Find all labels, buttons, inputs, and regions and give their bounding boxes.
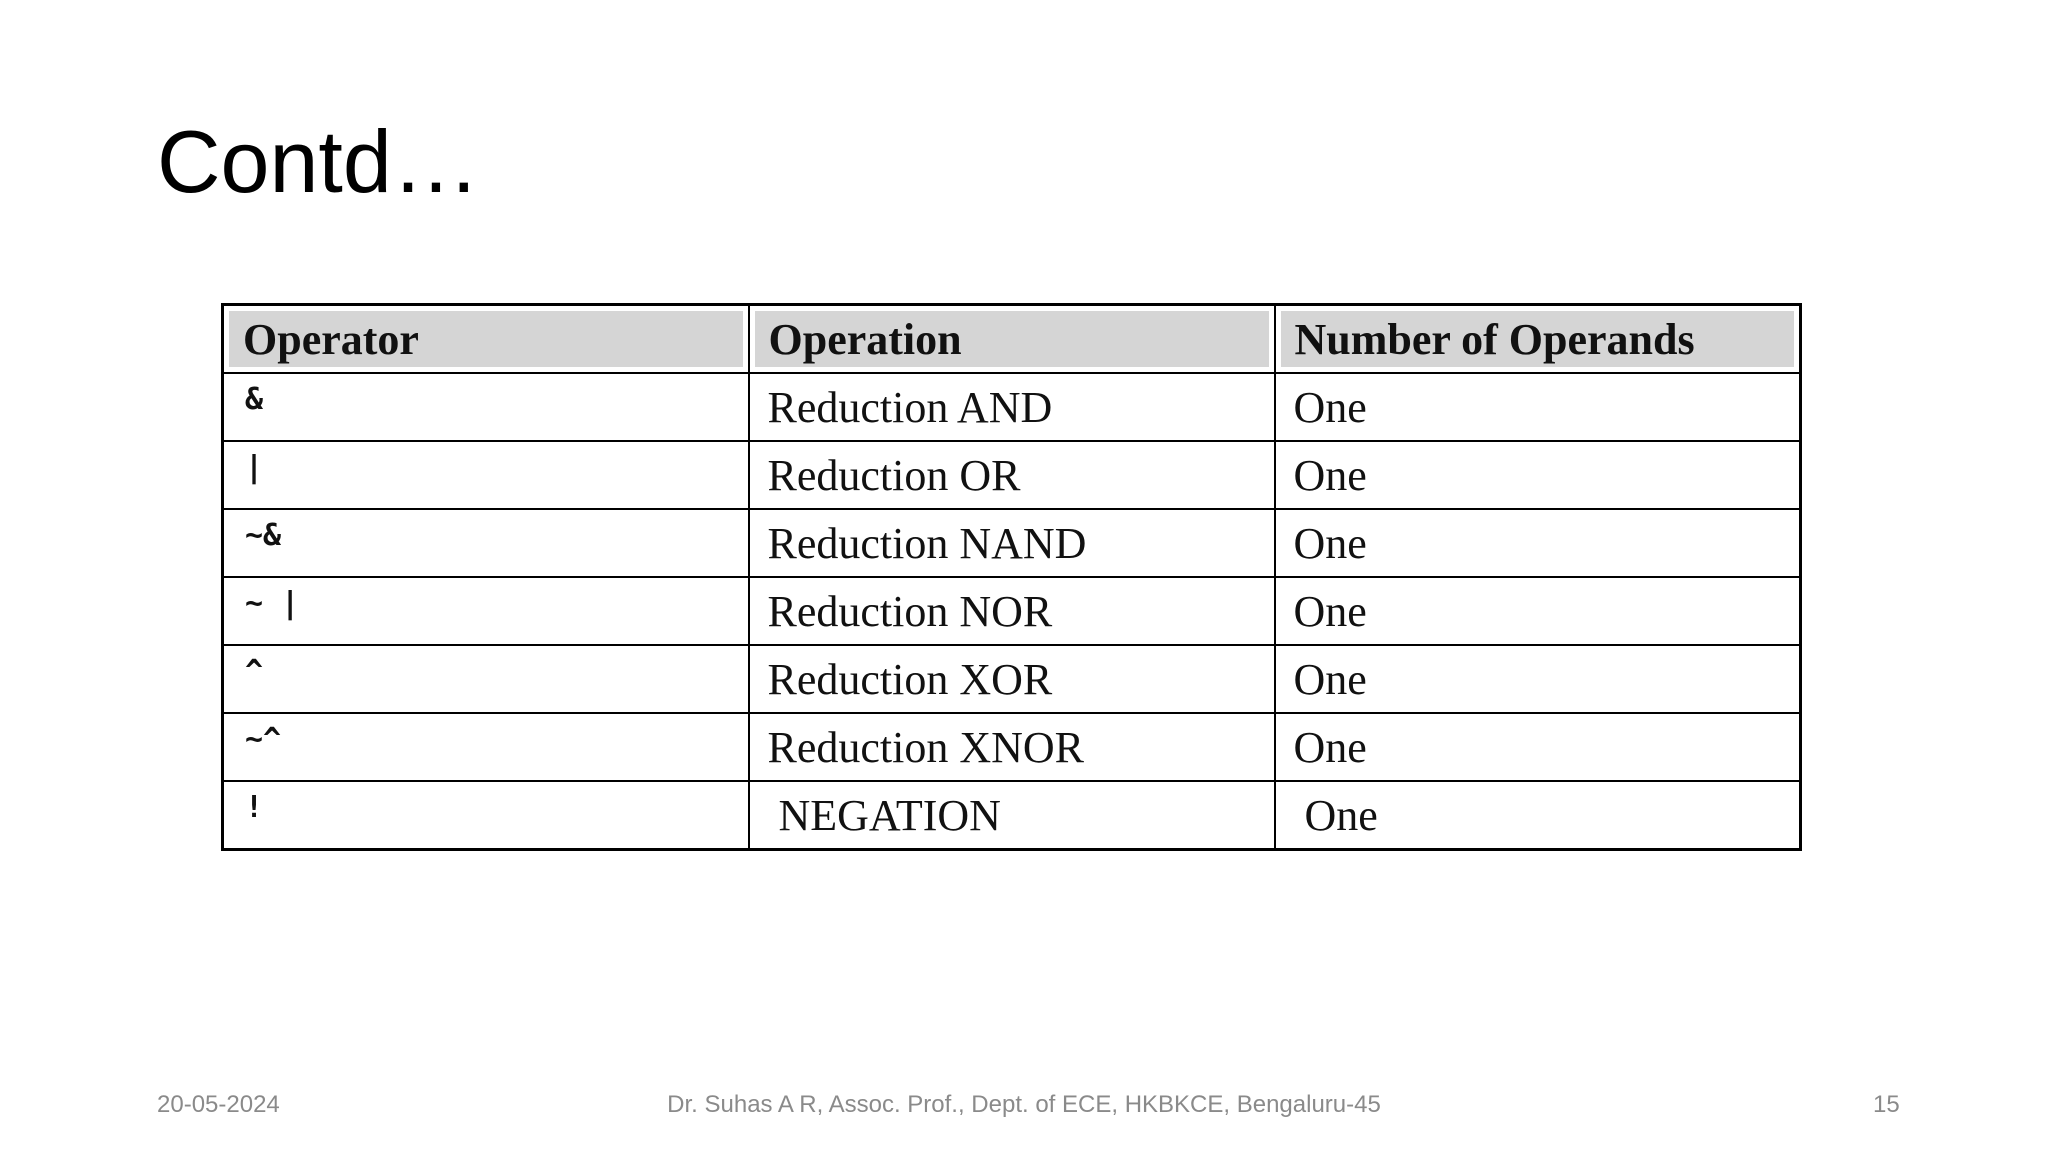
operation-cell: Reduction OR xyxy=(749,441,1275,509)
operator-symbol: | xyxy=(245,449,264,485)
table-row xyxy=(223,645,1801,713)
operator-symbol: ! xyxy=(245,789,264,825)
header-operation-label: Operation xyxy=(755,311,1269,367)
operator-symbol: ~ | xyxy=(245,585,300,621)
operands-cell: One xyxy=(1275,509,1801,577)
operands-cell: One xyxy=(1275,713,1801,781)
operator-cell xyxy=(223,441,749,509)
footer-author: Dr. Suhas A R, Assoc. Prof., Dept. of ECE, HKBKCE, Bengaluru-45 xyxy=(667,1091,1381,1118)
operator-cell xyxy=(223,509,749,577)
operator-symbol: ~& xyxy=(245,517,282,553)
table-row xyxy=(223,577,1801,645)
operator-cell xyxy=(223,781,749,850)
operator-cell xyxy=(223,645,749,713)
operators-table-container xyxy=(221,303,1799,838)
operator-cell xyxy=(223,713,749,781)
operator-symbol: ^ xyxy=(245,653,264,689)
header-operands-label: Number of Operands xyxy=(1281,311,1795,367)
table-row xyxy=(223,441,1801,509)
header-operator-label: Operator xyxy=(229,311,743,367)
header-operation xyxy=(749,305,1275,374)
operation-cell: Reduction AND xyxy=(749,373,1275,441)
footer-date: 20-05-2024 xyxy=(157,1091,280,1118)
operands-cell: One xyxy=(1275,441,1801,509)
footer-page-number: 15 xyxy=(1873,1091,1900,1118)
slide-title: Contd… xyxy=(157,112,480,211)
table-row xyxy=(223,373,1801,441)
operation-cell: Reduction XNOR xyxy=(749,713,1275,781)
operands-cell: One xyxy=(1275,577,1801,645)
operation-cell: Reduction NAND xyxy=(749,509,1275,577)
operands-cell: One xyxy=(1275,645,1801,713)
header-operator xyxy=(223,305,749,374)
operator-symbol: ~^ xyxy=(245,721,282,757)
header-operands xyxy=(1275,305,1801,374)
table-header-row xyxy=(223,305,1801,374)
reduction-operators-table xyxy=(221,303,1802,851)
operands-cell: One xyxy=(1275,781,1801,850)
operands-cell: One xyxy=(1275,373,1801,441)
operation-cell: NEGATION xyxy=(749,781,1275,850)
operator-symbol: & xyxy=(245,381,264,417)
table-row xyxy=(223,509,1801,577)
operator-cell xyxy=(223,577,749,645)
operator-cell xyxy=(223,373,749,441)
table-row xyxy=(223,781,1801,850)
operation-cell: Reduction NOR xyxy=(749,577,1275,645)
operation-cell: Reduction XOR xyxy=(749,645,1275,713)
table-row xyxy=(223,713,1801,781)
